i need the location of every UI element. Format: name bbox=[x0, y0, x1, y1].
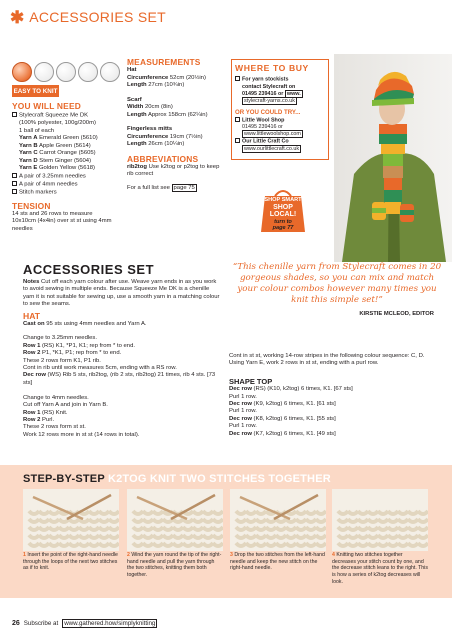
need-item: Yarn B Apple Green (5614) bbox=[19, 142, 91, 149]
hat-instructions bbox=[23, 328, 221, 439]
checkbox-icon bbox=[235, 117, 240, 122]
shop-local-badge[interactable]: SHOP SMART SHOP LOCAL! turn to page 77 bbox=[257, 186, 309, 237]
subscribe-text: Subscribe at bbox=[23, 620, 59, 627]
yarn-ball-icon bbox=[12, 62, 32, 82]
difficulty-label: EASY TO KNIT bbox=[12, 85, 59, 97]
page-number: 26 bbox=[12, 620, 20, 627]
need-item: 1 ball of each bbox=[19, 127, 55, 134]
knitted-accessories-photo bbox=[334, 54, 452, 262]
page-title: ACCESSORIES SET bbox=[29, 9, 167, 25]
mitts-label: Fingerless mitts bbox=[127, 126, 173, 132]
checkbox-icon bbox=[12, 173, 17, 178]
instruction-line: Row 1 (RS) Knit. bbox=[23, 409, 68, 416]
checkbox-icon bbox=[235, 76, 240, 81]
mitts-len: Length 26cm (10¼in) bbox=[127, 141, 185, 147]
checkbox-icon bbox=[12, 112, 17, 117]
shape-top-heading: SHAPE TOP bbox=[229, 377, 273, 387]
instruction-line: Change to 3.25mm needles. bbox=[23, 335, 98, 342]
instruction-line: Dec row (K9, k2tog) 6 times, K1. [61 sts] bbox=[229, 401, 336, 408]
step-photo bbox=[230, 489, 326, 551]
instruction-line: Dec row (K8, k2tog) 6 times, K1. [55 sts] bbox=[229, 415, 336, 422]
tension-text: 14 sts and 26 rows to measure 10x10cm (4x4in) over st st using 4mm needles bbox=[12, 210, 112, 232]
instruction-line bbox=[23, 387, 221, 394]
instruction-line: Change to 4mm needles. bbox=[23, 394, 89, 401]
page-footer bbox=[12, 619, 157, 628]
checkbox-icon bbox=[12, 189, 17, 194]
hat-circ: Circumference 52cm (20½in) bbox=[127, 74, 206, 81]
pattern-column-2 bbox=[229, 353, 435, 438]
need-item: Yarn E Golden Yellow (5618) bbox=[19, 165, 95, 171]
quote-attribution: KIRSTIE MCLEOD, EDITOR bbox=[359, 311, 434, 317]
step-by-step-heading: STEP-BY-STEP K2TOG KNIT TWO STITCHES TOGETHER bbox=[23, 473, 331, 485]
instruction-line: Purl 1 row. bbox=[229, 423, 257, 430]
step-photo bbox=[332, 489, 428, 551]
you-will-need-heading: YOU WILL NEED bbox=[12, 101, 81, 111]
stylecraft-link[interactable]: stylecraft-yarns.co.uk bbox=[244, 97, 295, 104]
yarn-ball-icon bbox=[56, 62, 76, 82]
need-item: Yarn A Emerald Green (5610) bbox=[19, 135, 98, 141]
need-item: Yarn C Carrot Orange (5605) bbox=[19, 150, 96, 156]
tension-heading: TENSION bbox=[12, 200, 51, 211]
measurements-section bbox=[127, 57, 227, 192]
page-75-link[interactable]: page 75 bbox=[173, 184, 195, 191]
checkbox-icon bbox=[235, 138, 240, 143]
instruction-line: Work 12 rows more in st st (14 rows in total). bbox=[23, 431, 140, 438]
yarn-ball-icon bbox=[100, 62, 120, 82]
instruction-line: Cut off Yarn A and join in Yarn B. bbox=[23, 402, 108, 409]
need-item: (100% polyester, 100g/200m) bbox=[19, 120, 96, 126]
need-item: Yarn D Stem Ginger (5604) bbox=[19, 157, 92, 164]
step-caption: 4 Knitting two stitches together decreases your stitch count by one, and the decrease stitch leans to the right. This is how a series of k2tog decreases will look. bbox=[332, 552, 428, 585]
model-photo bbox=[334, 54, 452, 262]
instruction-line: Cont in rib until work measures 5cm, ending with a RS row. bbox=[23, 365, 177, 372]
asterisk-icon: ✱ bbox=[10, 7, 25, 27]
where-to-buy-box: WHERE TO BUY For yarn stockists contact Stylecraft on 01495 239416 or www. stylecraft-yarns.co.uk OR YOU COULD TRY... Little Wool Shop 01495 239416 or www.littlewoolshop.com Our Little Craft Co www.ourlittlecraft.co.uk bbox=[231, 59, 329, 160]
scarf-label: Scarf bbox=[127, 96, 142, 103]
mitts-circ: Circumference 19cm (7½in) bbox=[127, 133, 203, 140]
instruction-line: Using Yarn E, work 2 rows in st st, ending with a purl row. bbox=[229, 360, 379, 367]
step-photo bbox=[127, 489, 223, 551]
pattern-column-1 bbox=[23, 279, 221, 439]
need-item: Stylecraft Squeeze Me DK bbox=[12, 112, 117, 120]
scarf-len: Length Approx 158cm (62¼in) bbox=[127, 111, 208, 118]
our-little-craft-link[interactable]: www.ourlittlecraft.co.uk bbox=[244, 145, 300, 152]
stylecraft-link[interactable]: www. bbox=[286, 90, 301, 97]
need-item: Stitch markers bbox=[12, 189, 117, 197]
yarn-ball-icon bbox=[34, 62, 54, 82]
need-item: A pair of 3.25mm needles bbox=[12, 173, 117, 181]
instruction-line: Row 1 (RS) K1, *P1, K1; rep from * to end. bbox=[23, 342, 135, 349]
abbreviations-note: For a full list see page 75 bbox=[127, 184, 195, 191]
abbreviation-item: rib2tog Use k2tog or p2tog to keep rib correct bbox=[127, 163, 220, 177]
instruction-line: Row 2 Purl. bbox=[23, 416, 55, 423]
instruction-line: These 2 rows form K1, P1 rib. bbox=[23, 357, 101, 364]
editor-quote: “This chenille yarn from Stylecraft comes in 20 gorgeous shades, so you can mix and match your colour combos however many times you knit this simple set!” bbox=[232, 262, 442, 305]
you-will-need-section bbox=[12, 101, 117, 233]
step-photo bbox=[23, 489, 119, 551]
hat-heading: HAT bbox=[23, 310, 41, 321]
cast-on-line: Cast on 95 sts using 4mm needles and Yarn A. bbox=[23, 320, 147, 327]
step-caption: 2 Wind the yarn round the tip of the right-hand needle and pull the yarn through the two stitches, knitting them both together. bbox=[127, 552, 222, 579]
difficulty-rating bbox=[12, 62, 120, 82]
hat-label: Hat bbox=[127, 67, 137, 73]
subscribe-link[interactable]: www.gathered.how/simplyknitting bbox=[64, 620, 156, 627]
hat-len: Length 27cm (10¾in) bbox=[127, 82, 185, 88]
checkbox-icon bbox=[12, 181, 17, 186]
little-wool-shop-link[interactable]: www.littlewoolshop.com bbox=[244, 131, 301, 137]
pattern-title: ACCESSORIES SET bbox=[23, 262, 155, 277]
or-try-heading: OR YOU COULD TRY... bbox=[235, 108, 301, 116]
instruction-line: Cont in st st, working 14-row stripes in the following colour sequence: C, D. bbox=[229, 353, 425, 359]
instruction-line: Row 2 P1, *K1, P1; rep from * to end. bbox=[23, 350, 122, 357]
shape-top-instructions bbox=[229, 386, 435, 438]
measurements-heading: MEASUREMENTS bbox=[127, 57, 201, 67]
need-item: A pair of 4mm needles bbox=[12, 181, 117, 189]
instruction-line: Dec row (K7, k2tog) 6 times, K1. [49 sts] bbox=[229, 430, 336, 437]
abbreviations-heading: ABBREVIATIONS bbox=[127, 153, 199, 164]
instruction-line bbox=[23, 328, 221, 335]
yarn-ball-icon bbox=[78, 62, 98, 82]
instruction-line: Dec row (WS) Rib 5 sts, rib2tog, (rib 2 sts, rib2tog) 21 times, rib 4 sts. [73 sts] bbox=[23, 372, 216, 386]
page-header bbox=[10, 7, 166, 27]
instruction-line: These 2 rows form st st. bbox=[23, 424, 86, 431]
instruction-line: Purl 1 row. bbox=[229, 408, 257, 415]
step-caption: 1 Insert the point of the right-hand needle through the loops of the next two stitches as if to knit. bbox=[23, 552, 118, 572]
where-to-buy-title: WHERE TO BUY bbox=[235, 63, 309, 73]
instruction-line: Dec row (RS) (K10, k2tog) 6 times, K1. [67 sts] bbox=[229, 386, 353, 393]
notes-paragraph: Notes Cut off each yarn colour after use. Weave yarn ends in as you work to avoid sewing in multiple ends. Because Squeeze Me DK is a chenille yarn it is not suitable for sewing up, use a smooth yarn in a matching colour to sew the seams. bbox=[23, 279, 220, 308]
step-caption: 3 Drop the two stitches from the left-hand needle and keep the new stitch on the right-hand needle. bbox=[230, 552, 325, 572]
instruction-line: Purl 1 row. bbox=[229, 393, 257, 400]
scarf-width: Width 20cm (8in) bbox=[127, 104, 173, 110]
